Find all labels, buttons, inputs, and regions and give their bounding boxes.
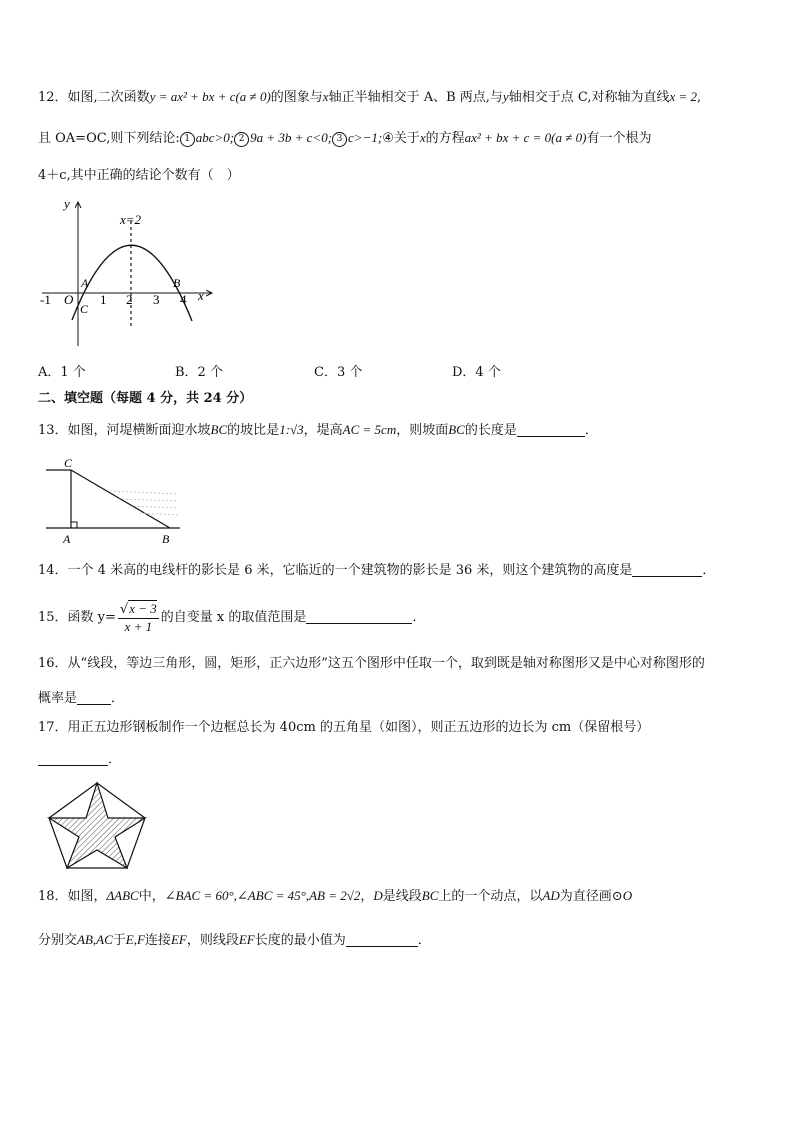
q16-text: 概率是 <box>38 691 78 706</box>
height-ac: AC = 5cm <box>342 422 397 437</box>
conclusion-4-text: 的方程 <box>425 131 465 146</box>
star-shape <box>49 783 145 868</box>
axis-equation: x = 2 <box>669 89 697 104</box>
period: ． <box>417 933 431 948</box>
answer-blank[interactable] <box>306 609 412 624</box>
function-fraction <box>118 601 159 635</box>
q12-line1 <box>38 87 701 108</box>
q18-text: 于 <box>112 933 126 948</box>
answer-blank[interactable] <box>346 932 418 947</box>
segments-ab-ac: AB,AC <box>77 932 113 947</box>
q12-text: 12．如图,二次函数 <box>38 90 150 105</box>
conclusion-3: c>−1; <box>348 130 383 145</box>
fraction-denominator: x + 1 <box>124 618 153 634</box>
point-C-label: C <box>80 302 89 316</box>
q18-text: ，则线段 <box>186 933 239 948</box>
q12-text: 的图象与 <box>270 90 323 105</box>
segment-bc: BC <box>210 422 228 437</box>
q12-text: 且 OA=OC,则下列结论: <box>38 131 180 146</box>
sqrt-radicand: x − 3 <box>129 600 157 616</box>
q18-text: 是线段 <box>382 889 422 904</box>
q12-text: 轴正半轴相交于 A、B 两点,与 <box>328 90 503 105</box>
q13-text: ，堤高 <box>303 423 343 438</box>
circled-number: 3 <box>332 132 347 147</box>
q12-text: , <box>697 90 702 105</box>
q17-line1: 17．用正五边形钢板制作一个边框总长为 40cm 的五角星（如图），则正五边形的边长为 cm（保留根号） <box>38 720 650 735</box>
point-C-label: C <box>64 456 73 470</box>
q15-text: 15．函数 y= <box>38 610 116 625</box>
conclusion-1: abc>0; <box>195 130 235 145</box>
q13-text: 13．如图，河堤横断面迎水坡 <box>38 423 211 438</box>
answer-blank[interactable] <box>38 751 108 766</box>
right-angle-mark <box>71 522 77 528</box>
q12-text: 轴相交于点 C,对称轴为直线 <box>508 90 670 105</box>
tick-3: 3 <box>153 292 160 307</box>
answer-blank[interactable] <box>77 690 111 705</box>
period: ． <box>108 752 122 767</box>
tick-2: 2 <box>126 292 133 307</box>
segment-ef: EF <box>170 932 187 947</box>
embankment-figure <box>40 456 190 548</box>
conclusion-4-text: 有一个根为 <box>586 131 652 146</box>
q14-text: 14．一个 4 米高的电线杆的影长是 6 米，它临近的一个建筑物的影长是 36 米，则这个建筑物的高度是 <box>38 563 633 578</box>
q16-line2 <box>38 689 124 709</box>
q18-text: 长度的最小值为 <box>254 933 346 948</box>
q18-text: 上的一个动点，以 <box>438 889 543 904</box>
circled-number: 1 <box>180 132 195 147</box>
q14-line <box>38 561 715 581</box>
conclusion-4-text: ④关于 <box>382 131 420 146</box>
point-B-label: B <box>162 532 170 546</box>
point-d: D <box>373 888 383 903</box>
q15-text: 的自变量 x 的取值范围是 <box>160 610 307 625</box>
period: ． <box>111 691 125 706</box>
water-line <box>118 499 178 501</box>
period: ． <box>412 610 426 625</box>
option-a[interactable]: A．1 个 <box>38 365 86 380</box>
x-variable: x <box>419 130 426 145</box>
slope-bc <box>71 470 170 528</box>
conclusion-4-equation: ax² + bx + c = 0(a ≠ 0) <box>464 130 587 145</box>
q18-text: 中， <box>138 889 165 904</box>
circled-number: 2 <box>234 132 249 147</box>
parabola-graph <box>34 196 224 356</box>
origin-label: O <box>64 292 74 307</box>
tick-1: 1 <box>100 292 107 307</box>
q12-line2 <box>38 128 651 149</box>
segment-ad: AD <box>542 888 560 903</box>
q18-text: 连接 <box>144 933 171 948</box>
period: ． <box>584 423 598 438</box>
circle-o: ⊙O <box>611 888 633 903</box>
q13-line <box>38 420 598 441</box>
slope-ratio: 1:√3 <box>279 422 304 437</box>
water-line <box>130 506 178 508</box>
q12-function-expr: y = ax² + bx + c(a ≠ 0) <box>149 89 271 104</box>
q12-line3 <box>38 166 240 186</box>
graph-axis-label: x=2 <box>120 212 142 227</box>
segment-ef: EF <box>238 932 255 947</box>
q13-text: ，则坡面 <box>396 423 449 438</box>
q12-options <box>38 363 738 383</box>
water-line <box>110 491 178 494</box>
segment-bc: BC <box>421 888 439 903</box>
tick-neg1: -1 <box>40 292 51 307</box>
q18-line1 <box>38 886 632 907</box>
fraction-numerator: √x − 3 <box>119 600 157 617</box>
period: ． <box>702 563 716 578</box>
q18-text: 18．如图， <box>38 889 107 904</box>
answer-blank[interactable] <box>632 562 702 577</box>
option-d[interactable]: D．4 个 <box>452 365 501 380</box>
y-variable: y <box>502 89 509 104</box>
graph-x-label: x <box>198 288 204 303</box>
q13-text: 的长度是 <box>464 423 517 438</box>
triangle-abc: ΔABC <box>106 888 139 903</box>
point-A-label: A <box>63 532 71 546</box>
q12-text: 4＋c,其中正确的结论个数有（ ） <box>38 168 240 183</box>
q18-text: 分别交 <box>38 933 78 948</box>
triangle-conditions: ∠BAC = 60°,∠ABC = 45°,AB = 2√2 <box>164 888 361 903</box>
q18-text: ， <box>360 889 374 904</box>
answer-blank[interactable] <box>517 422 585 437</box>
q16-line1: 16．从“线段，等边三角形，圆，矩形，正六边形”这五个图形中任取一个，取到既是轴对称图形又是中心对称图形的 <box>38 656 705 671</box>
segment-bc: BC <box>448 422 465 437</box>
point-B-label: B <box>173 276 181 290</box>
graph-y-label: y <box>64 196 70 211</box>
point-A-label: A <box>81 276 89 290</box>
q13-text: 的坡比是 <box>227 423 280 438</box>
x-variable: x <box>322 89 329 104</box>
points-e-f: E,F <box>125 932 145 947</box>
q17-line2 <box>38 750 121 770</box>
section-header: 二、填空题（每题 4 分，共 24 分） <box>38 391 253 406</box>
tick-4: 4 <box>180 292 187 307</box>
option-b[interactable]: B．2 个 <box>175 365 223 380</box>
q18-line2 <box>38 930 431 951</box>
conclusion-2: 9a + 3b + c<0; <box>250 130 333 145</box>
q15-line <box>38 598 425 638</box>
option-c[interactable]: C．3 个 <box>314 365 363 380</box>
q18-text: 为直径画 <box>559 889 612 904</box>
pentagon-star-figure <box>44 780 150 872</box>
